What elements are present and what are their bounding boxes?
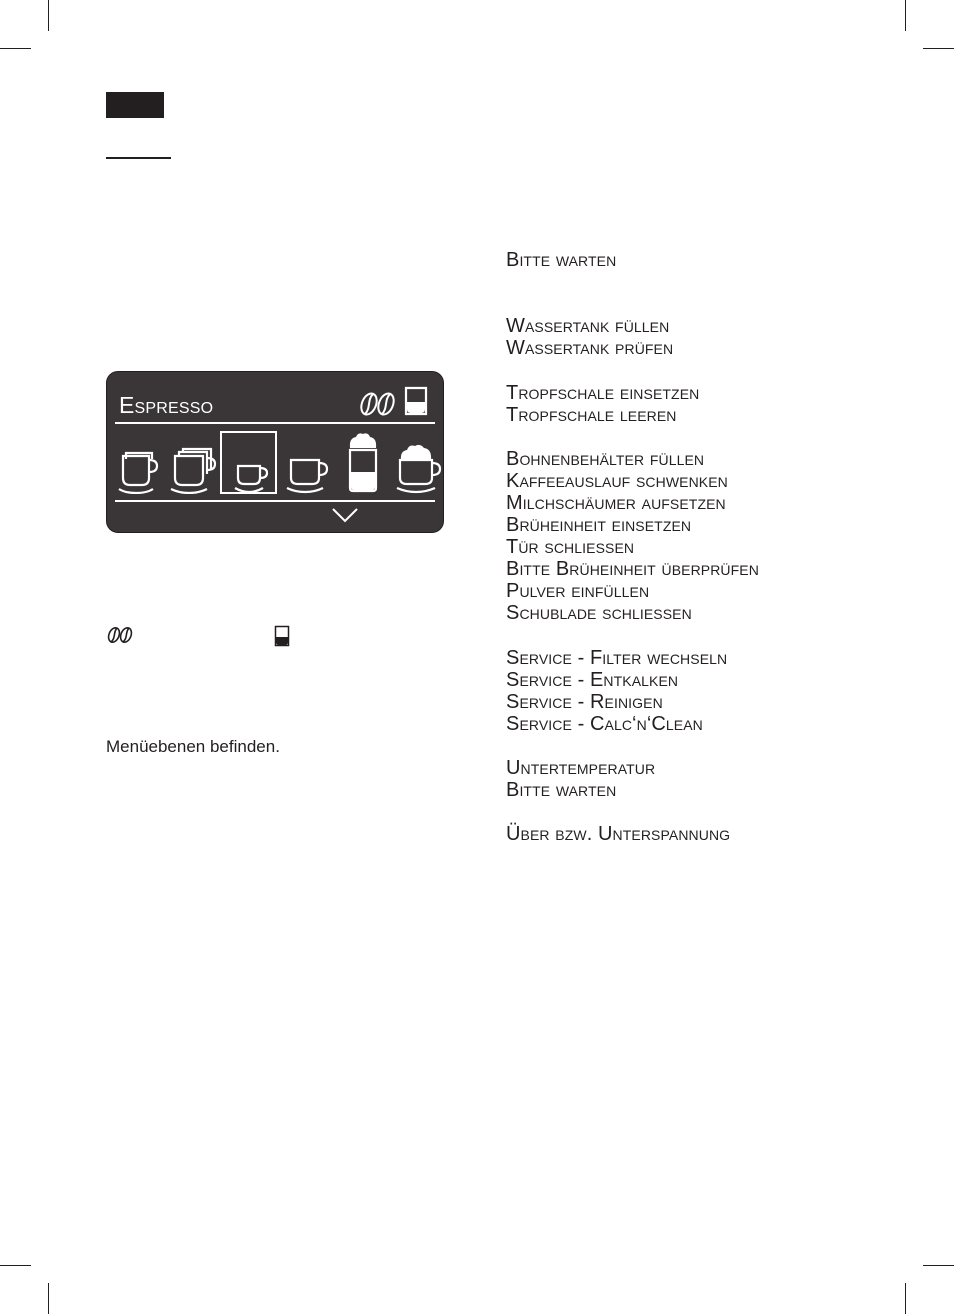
message-item: Tropfschale einsetzen — [506, 382, 700, 404]
message-item: Milchschäumer aufsetzen — [506, 492, 726, 514]
display-divider — [115, 500, 435, 502]
message-item: Service - Calc‘n‘Clean — [506, 713, 703, 735]
crop-mark — [905, 0, 906, 31]
drink-icon-coffee — [279, 432, 335, 494]
language-tab — [106, 92, 164, 118]
message-item: Tropfschale leeren — [506, 404, 677, 426]
machine-display — [106, 371, 444, 533]
crop-mark — [923, 48, 954, 49]
cup-size-icon — [274, 625, 290, 647]
section-rule — [106, 157, 171, 159]
crop-mark — [905, 1283, 906, 1314]
latte-macchiato-icon — [335, 432, 391, 494]
espresso-macchiato-icon — [391, 432, 447, 494]
message-item: Untertemperatur — [506, 757, 656, 779]
drink-icon-large-coffee — [111, 432, 167, 494]
selected-drink-frame — [220, 431, 277, 494]
message-item: Bitte Brüheinheit überprüfen — [506, 558, 759, 580]
crop-mark — [0, 1265, 31, 1266]
display-title: Espresso — [119, 392, 214, 418]
message-item: Schublade schliessen — [506, 602, 692, 624]
message-item: Brüheinheit einsetzen — [506, 514, 692, 536]
message-item: Tür schliessen — [506, 536, 635, 558]
message-item: Service - Reinigen — [506, 691, 663, 713]
message-item: Pulver einfüllen — [506, 580, 650, 602]
crop-mark — [48, 1283, 49, 1314]
message-item: Bitte warten — [506, 779, 617, 801]
body-text: Menüebenen befinden. — [106, 737, 280, 756]
crop-mark — [0, 48, 31, 49]
bean-strength-icon — [359, 390, 399, 418]
message-item: Service - Filter wechseln — [506, 647, 728, 669]
message-item: Bohnenbehälter füllen — [506, 448, 705, 470]
crop-mark — [923, 1265, 954, 1266]
message-item: Wassertank füllen — [506, 315, 670, 337]
message-item: Über bzw. Unterspannung — [506, 823, 731, 845]
crop-mark — [48, 0, 49, 31]
message-item: Bitte warten — [506, 249, 617, 271]
display-divider — [115, 422, 435, 424]
bean-strength-icon — [107, 626, 135, 644]
chevron-down-icon — [331, 507, 359, 523]
message-item: Wassertank prüfen — [506, 337, 674, 359]
message-item: Kaffeeauslauf schwenken — [506, 470, 728, 492]
cup-size-icon — [404, 386, 428, 416]
message-item: Service - Entkalken — [506, 669, 679, 691]
drink-icon-double-coffee — [167, 432, 223, 494]
